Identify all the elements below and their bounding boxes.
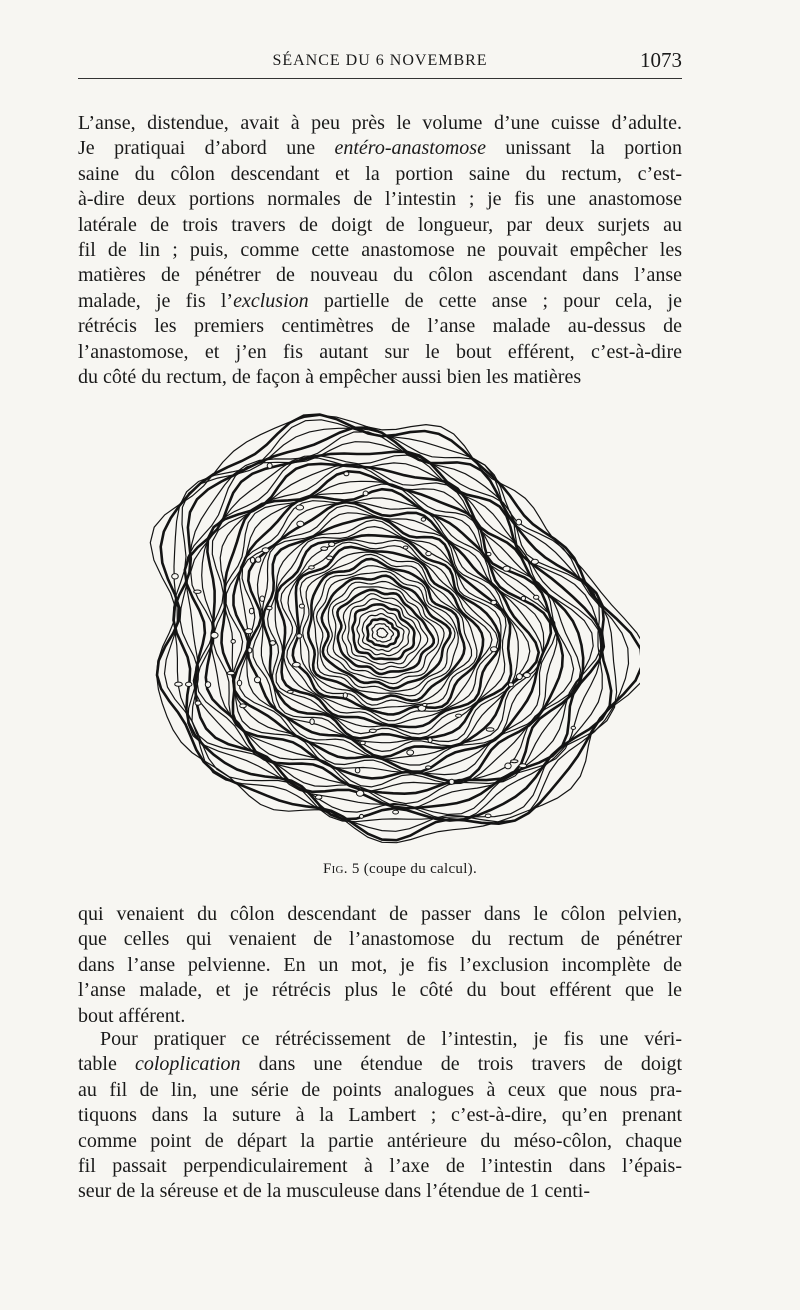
pore-mark (256, 557, 261, 562)
text-line: comme point de départ la partie antérieure du méso-côlon, chaque (78, 1129, 682, 1152)
pore-mark (194, 590, 201, 593)
pore-mark (508, 683, 513, 687)
text-line: latérale de trois travers de doigt de longueur, par deux surjets au (78, 213, 682, 236)
figure-caption (0, 861, 800, 878)
growth-ring (377, 628, 388, 637)
text-line: l’anse malade, et je rétrécis plus le côté du bout efférent que le (78, 979, 682, 1002)
pore-mark (211, 632, 218, 638)
text-line: au fil de lin, une série de points analogues à ceux que nous pra- (78, 1078, 682, 1101)
paragraph-3 (78, 1027, 682, 1205)
pore-mark (175, 682, 183, 686)
pore-mark (310, 719, 314, 725)
pore-mark (491, 647, 498, 652)
pore-mark (456, 714, 462, 717)
pore-mark (517, 674, 523, 680)
pore-mark (531, 559, 538, 564)
pore-mark (270, 641, 276, 646)
growth-ring (357, 609, 409, 656)
pore-mark (249, 608, 253, 614)
text-segment: dans une étendue de trois travers de doigt (240, 1053, 682, 1076)
pore-mark (516, 519, 522, 525)
pore-mark (343, 693, 347, 698)
pore-mark (486, 728, 494, 732)
pore-mark (363, 491, 368, 496)
pore-mark (356, 790, 363, 796)
paragraph-2 (78, 902, 682, 1029)
pore-mark (237, 680, 241, 686)
pore-mark (293, 662, 301, 667)
italic-term: coloplication (134, 1053, 241, 1076)
pore-mark (267, 463, 272, 468)
text-line (78, 289, 682, 314)
running-head-title: SÉANCE DU 6 NOVEMBRE (272, 52, 488, 69)
text-line: Pour pratiquer ce rétrécissement de l’intestin, je fis une véri- (100, 1028, 682, 1050)
page-number: 1073 (640, 48, 682, 72)
pore-mark (487, 552, 491, 555)
text-line (78, 136, 682, 161)
pore-mark (329, 542, 335, 546)
pore-mark (288, 690, 294, 693)
pore-mark (262, 548, 269, 553)
pore-mark (360, 741, 365, 744)
pore-mark (321, 547, 328, 551)
pore-mark (245, 629, 253, 634)
text-line: fil passait perpendiculairement à l’axe de l’intestin dans l’épais- (78, 1155, 682, 1178)
pore-mark (423, 703, 427, 706)
pore-mark (369, 729, 376, 732)
pore-mark (297, 634, 302, 638)
pore-mark (421, 518, 425, 522)
growth-ring (372, 624, 394, 642)
text-segment: partielle de cette anse ; pour cela, je (308, 289, 682, 312)
pore-mark (428, 738, 432, 743)
text-line: tiquons dans la suture à la Lambert ; c’est-à-dire, qu’en prenant (78, 1104, 682, 1127)
pore-mark (426, 766, 431, 769)
pore-mark (344, 472, 349, 476)
text-line: matières de pénétrer de nouveau du côlon ascendant dans l’anse (78, 264, 682, 287)
pore-mark (519, 764, 527, 768)
text-line: saine du côlon descendant et la portion saine du rectum, c’est- (78, 162, 682, 185)
figure-calculus-section (140, 395, 640, 855)
pore-mark (534, 595, 539, 599)
pore-mark (491, 600, 497, 604)
pore-mark (172, 574, 179, 579)
pore-mark (297, 521, 304, 526)
pore-mark (407, 750, 414, 755)
text-line (78, 1052, 682, 1077)
pore-mark (505, 763, 511, 769)
pore-mark (393, 810, 399, 814)
text-line: L’anse, distendue, avait à peu près le volume d’une cuisse d’adulte. (78, 112, 682, 134)
text-segment: table (78, 1053, 135, 1076)
text-line: à-dire deux portions normales de l’intestin ; je fis une anastomose (78, 188, 682, 211)
caption-label: Fig. (322, 861, 348, 877)
text-line: dans l’anse pelvienne. En un mot, je fis l’exclusion incomplète de (78, 953, 682, 976)
pore-mark (309, 566, 315, 569)
pore-mark (503, 566, 510, 571)
text-segment: unissant la portion (485, 137, 682, 160)
pore-mark (299, 604, 304, 608)
text-line: seur de la séreuse et de la musculeuse dans l’étendue de 1 centi- (78, 1180, 591, 1203)
pore-mark (227, 671, 235, 674)
calculus-cross-section-illustration (140, 395, 640, 855)
pore-mark (360, 814, 364, 818)
pore-mark (250, 557, 254, 563)
pore-mark (511, 760, 518, 763)
caption-text: 5 (coupe du calcul). (347, 861, 478, 877)
text-segment: Je pratiquai d’abord une (78, 137, 335, 160)
text-line: du côté du rectum, de façon à empêcher aussi bien les matières (78, 366, 582, 389)
pore-mark (485, 814, 491, 818)
pore-mark (571, 726, 575, 729)
pore-mark (316, 795, 322, 799)
pore-mark (240, 704, 247, 708)
paragraph-1 (78, 111, 682, 390)
pore-mark (205, 682, 210, 688)
italic-term: entéro-anastomose (334, 137, 486, 160)
text-line: rétrécis les premiers centimètres de l’anse malade au-dessus de (78, 315, 682, 338)
pore-mark (403, 546, 408, 549)
pore-mark (426, 552, 431, 556)
pore-mark (260, 596, 265, 601)
pore-mark (521, 596, 525, 600)
pore-mark (254, 677, 260, 683)
pore-mark (186, 682, 192, 686)
text-line: que celles qui venaient de l’anastomose du rectum de pénétrer (78, 928, 682, 951)
text-line: qui venaient du côlon descendant de passer dans le côlon pelvien, (78, 903, 682, 925)
running-header (78, 48, 682, 79)
text-line: l’anastomose, et j’en fis autant sur le bout efférent, c’est-à-dire (78, 340, 682, 363)
pore-mark (195, 701, 201, 705)
pore-mark (327, 556, 333, 560)
italic-term: exclusion (233, 289, 309, 312)
text-segment: malade, je fis l’ (78, 289, 234, 312)
pore-mark (248, 648, 252, 653)
pore-mark (267, 606, 272, 610)
pore-mark (296, 505, 304, 510)
pore-mark (355, 768, 360, 773)
growth-ring (353, 604, 415, 659)
text-line: fil de lin ; puis, comme cette anastomose ne pouvait empêcher les (78, 239, 682, 262)
pore-mark (231, 640, 235, 644)
pore-mark (524, 673, 531, 678)
pore-mark (449, 779, 454, 784)
text-line: bout afférent. (78, 1004, 186, 1027)
